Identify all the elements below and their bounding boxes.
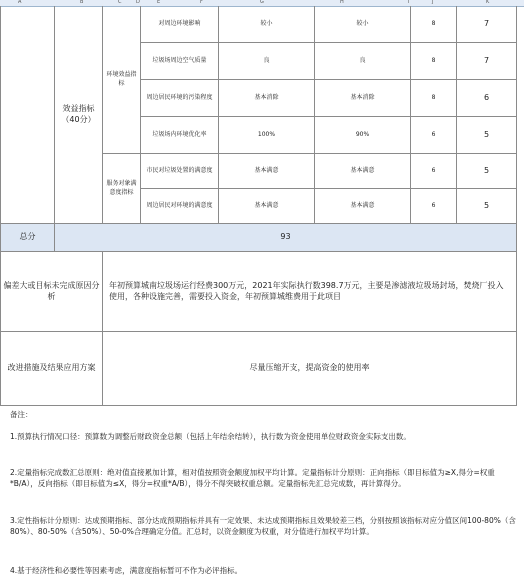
target-value: 100% bbox=[257, 130, 276, 138]
notes-section bbox=[0, 406, 524, 587]
deviation-label: 偏差大或目标未完成原因分析 bbox=[3, 280, 100, 301]
indicator-cell[interactable] bbox=[141, 43, 219, 80]
score-cell[interactable] bbox=[457, 189, 517, 224]
target-cell[interactable] bbox=[219, 80, 315, 117]
score-cell[interactable] bbox=[457, 154, 517, 189]
score-cell[interactable] bbox=[457, 43, 517, 80]
actual-cell[interactable] bbox=[315, 43, 411, 80]
target-value: 良 bbox=[263, 56, 270, 64]
actual-value: 90% bbox=[355, 130, 370, 138]
score-value: 5 bbox=[483, 165, 490, 175]
indicator-name: 市民对垃圾处置的满意度 bbox=[146, 166, 213, 174]
col-header-h[interactable]: H bbox=[340, 0, 344, 5]
col-header-i[interactable]: I bbox=[408, 0, 410, 5]
col-header-f[interactable]: F bbox=[200, 0, 203, 5]
actual-value: 较小 bbox=[356, 19, 369, 27]
total-value: 93 bbox=[280, 232, 291, 242]
col-header-j[interactable]: J bbox=[432, 0, 434, 5]
weight-cell[interactable] bbox=[411, 6, 457, 43]
score-value: 7 bbox=[483, 55, 490, 65]
note-item-3: 3.定性指标计分原则：达成预期指标、部分达成预期指标并具有一定效果、未达成预期指标且效果较差三档，分别按照该指标对应分值区间100-80%（含80%）、80-50%（含50%）、50-0%合理确定分值。汇总时，以资金额度为权重，对分值进行加权平均计算。 bbox=[10, 516, 516, 536]
score-cell[interactable] bbox=[457, 80, 517, 117]
col-header-b[interactable]: B bbox=[80, 0, 84, 5]
actual-cell[interactable] bbox=[315, 154, 411, 189]
weight-cell[interactable] bbox=[411, 43, 457, 80]
col-header-e[interactable]: E bbox=[157, 0, 161, 5]
indicator-cell[interactable] bbox=[141, 154, 219, 189]
margin-cell-a[interactable] bbox=[0, 6, 55, 224]
col-header-c[interactable]: C bbox=[118, 0, 122, 5]
score-value: 5 bbox=[483, 129, 490, 139]
actual-cell[interactable] bbox=[315, 80, 411, 117]
actual-cell[interactable] bbox=[315, 6, 411, 43]
total-value-cell[interactable] bbox=[55, 224, 517, 252]
target-cell[interactable] bbox=[219, 43, 315, 80]
group-label-cell-environment[interactable] bbox=[103, 6, 141, 154]
target-value: 较小 bbox=[260, 19, 273, 27]
target-cell[interactable] bbox=[219, 117, 315, 154]
note-item-4: 4.基于经济性和必要性等因素考虑，满意度指标暂可不作为必评指标。 bbox=[10, 566, 243, 575]
weight-value: 8 bbox=[431, 19, 436, 27]
indicator-name: 周边居民对环境的满意度 bbox=[146, 201, 213, 209]
score-value: 6 bbox=[483, 92, 490, 102]
indicator-name: 对周边环境影响 bbox=[158, 19, 201, 27]
note-item-1: 1.预算执行情况口径：预算数为调整后财政资金总额（包括上年结余结转），执行数为资金使用单位财政资金实际支出数。 bbox=[10, 432, 411, 441]
weight-cell[interactable] bbox=[411, 80, 457, 117]
target-cell[interactable] bbox=[219, 189, 315, 224]
weight-cell[interactable] bbox=[411, 154, 457, 189]
indicator-cell[interactable] bbox=[141, 117, 219, 154]
col-header-k[interactable]: K bbox=[486, 0, 490, 5]
weight-value: 8 bbox=[431, 56, 436, 64]
deviation-label-cell[interactable] bbox=[0, 252, 103, 332]
col-header-g[interactable]: G bbox=[260, 0, 264, 5]
score-cell[interactable] bbox=[457, 6, 517, 43]
actual-cell[interactable] bbox=[315, 189, 411, 224]
deviation-text: 年初预算城南垃圾场运行经费300万元，2021年实际执行数398.7万元，主要是渗滤液垃圾场封场，焚烧厂投入使用，各种设施完善，需要投入资金，年初预算城维费用于此项目 bbox=[109, 280, 504, 301]
weight-cell[interactable] bbox=[411, 189, 457, 224]
indicator-cell[interactable] bbox=[141, 189, 219, 224]
actual-value: 基本满意 bbox=[350, 201, 375, 209]
indicator-name: 垃圾场周边空气质量 bbox=[152, 56, 207, 64]
actual-value: 良 bbox=[359, 56, 366, 64]
actual-cell[interactable] bbox=[315, 117, 411, 154]
indicator-name: 周边居民环境的污染程度 bbox=[146, 93, 213, 101]
improvement-text: 尽量压缩开支，提高资金的使用率 bbox=[249, 363, 370, 373]
indicator-cell[interactable] bbox=[141, 6, 219, 43]
group-label-satisfaction: 服务对象满意度指标 bbox=[106, 180, 137, 196]
indicator-cell[interactable] bbox=[141, 80, 219, 117]
improvement-label-cell[interactable] bbox=[0, 332, 103, 406]
score-value: 7 bbox=[483, 18, 490, 28]
notes-title: 备注： bbox=[10, 410, 33, 419]
deviation-text-cell[interactable] bbox=[103, 252, 517, 332]
section-label: 效益指标（40分） bbox=[61, 103, 96, 124]
target-value: 基本满意 bbox=[254, 166, 279, 174]
score-cell[interactable] bbox=[457, 117, 517, 154]
target-value: 基本消除 bbox=[254, 93, 279, 101]
note-item-2: 2.定量指标完成数汇总原则：绝对值直接累加计算，相对值按照资金额度加权平均计算。定量指标计分原则：正向指标（即目标值为≥X,得分=权重*B/A），反向指标（即目标值为≤X，得分=权重*A/B），得分不得突破权重总额。定量指标先汇总完成数，再计算得分。 bbox=[10, 468, 495, 488]
group-label-cell-satisfaction[interactable] bbox=[103, 154, 141, 224]
target-value: 基本满意 bbox=[254, 201, 279, 209]
total-label-cell[interactable] bbox=[0, 224, 55, 252]
improvement-label: 改进措施及结果应用方案 bbox=[7, 363, 96, 373]
group-label-environment: 环境效益指标 bbox=[106, 71, 137, 87]
actual-value: 基本消除 bbox=[350, 93, 375, 101]
weight-value: 6 bbox=[431, 166, 436, 174]
weight-value: 6 bbox=[431, 130, 436, 138]
target-cell[interactable] bbox=[219, 154, 315, 189]
target-cell[interactable] bbox=[219, 6, 315, 43]
weight-cell[interactable] bbox=[411, 117, 457, 154]
indicator-name: 垃圾场内环境优化率 bbox=[152, 130, 207, 138]
col-header-d[interactable]: D bbox=[136, 0, 140, 5]
score-value: 5 bbox=[483, 200, 490, 210]
section-label-cell[interactable] bbox=[55, 6, 103, 224]
weight-value: 6 bbox=[431, 201, 436, 209]
actual-value: 基本满意 bbox=[350, 166, 375, 174]
improvement-text-cell[interactable] bbox=[103, 332, 517, 406]
weight-value: 8 bbox=[431, 93, 436, 101]
col-header-a[interactable]: A bbox=[18, 0, 22, 5]
total-label: 总分 bbox=[19, 232, 36, 242]
